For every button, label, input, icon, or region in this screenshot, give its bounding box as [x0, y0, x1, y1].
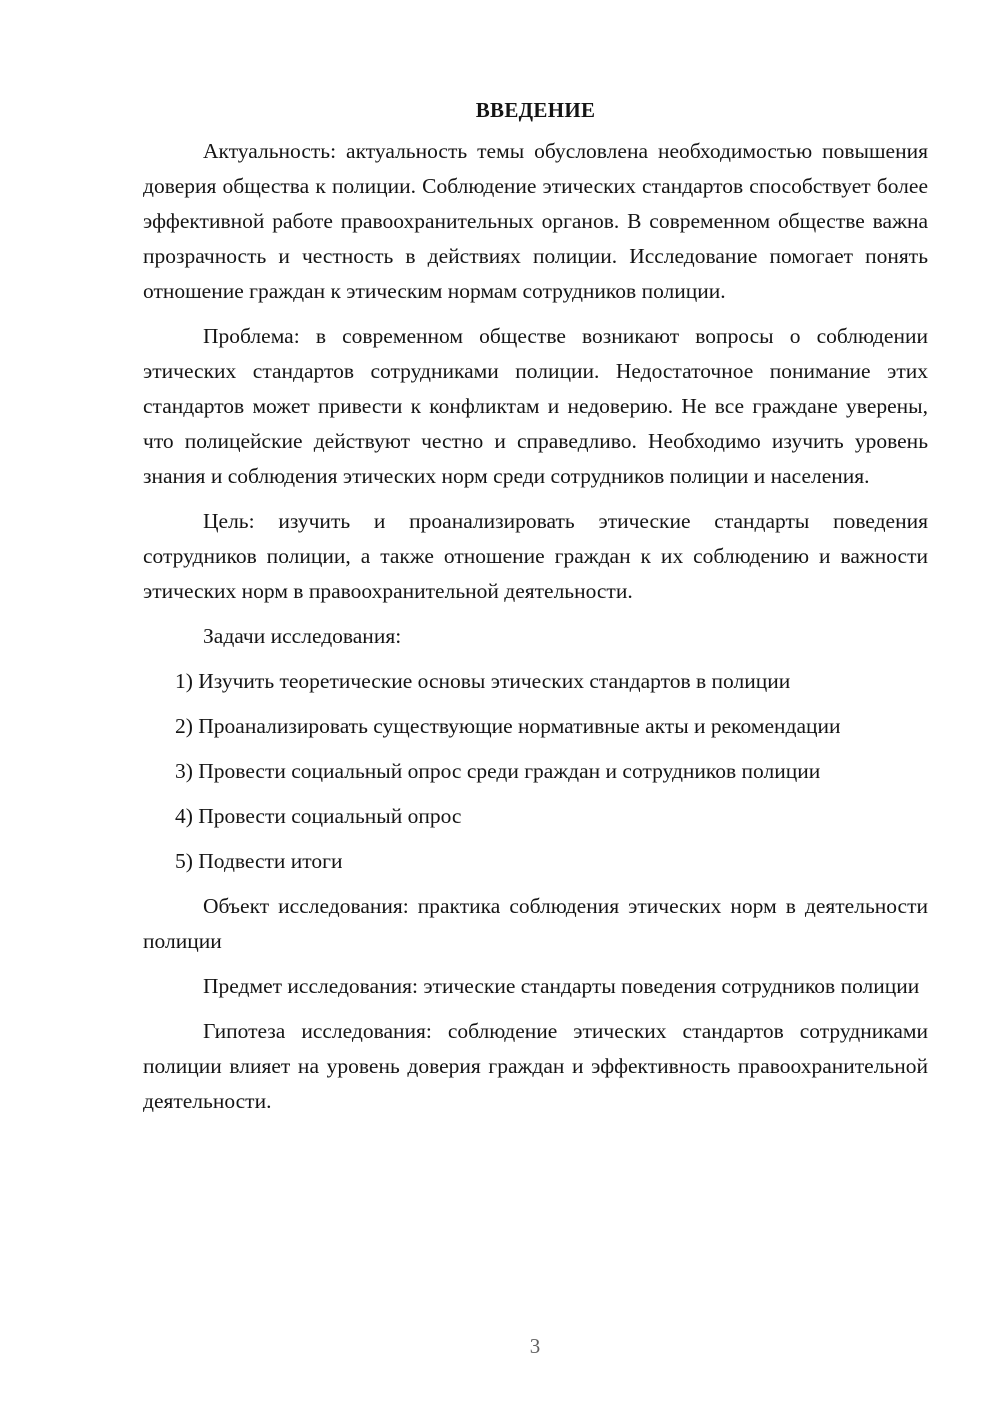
paragraph-hypothesis: Гипотеза исследования: соблюдение этических стандартов сотрудниками полиции влияет на уровень доверия граждан и эффективность правоохранительной деятельности.: [143, 1019, 928, 1113]
task-item-5: 5) Подвести итоги: [175, 849, 343, 873]
paragraph-goal: Цель: изучить и проанализировать этические стандарты поведения сотрудников полиции, а также отношение граждан к их соблюдению и важности этических норм в правоохранительной деятельности.: [143, 509, 928, 603]
page-number: 3: [529, 1334, 541, 1358]
document-page: [143, 93, 928, 1129]
task-item-3: 3) Провести социальный опрос среди граждан и сотрудников полиции: [175, 759, 821, 783]
paragraph-object: Объект исследования: практика соблюдения этических норм в деятельности полиции: [143, 894, 928, 953]
paragraph-subject: Предмет исследования: этические стандарты поведения сотрудников полиции: [203, 974, 920, 998]
task-item-1: 1) Изучить теоретические основы этических стандартов в полиции: [175, 669, 791, 693]
tasks-heading: Задачи исследования:: [203, 624, 402, 648]
task-item-2: 2) Проанализировать существующие нормативные акты и рекомендации: [175, 714, 841, 738]
section-title: ВВЕДЕНИЕ: [475, 98, 596, 122]
task-item-4: 4) Провести социальный опрос: [175, 804, 462, 828]
paragraph-relevance: Актуальность: актуальность темы обусловлена необходимостью повышения доверия общества к полиции. Соблюдение этических стандартов способствует более эффективной работе правоохранительных органов. В современном обществе важна прозрачность и честность в действиях полиции. Исследование помогает понять отношение граждан к этическим нормам сотрудников полиции.: [143, 139, 928, 303]
paragraph-problem: Проблема: в современном обществе возникают вопросы о соблюдении этических стандартов сотрудниками полиции. Недостаточное понимание этих стандартов может привести к конфликтам и недоверию. Не все граждане уверены, что полицейские действуют честно и справедливо. Необходимо изучить уровень знания и соблюдения этических норм среди сотрудников полиции и населения.: [143, 324, 928, 488]
